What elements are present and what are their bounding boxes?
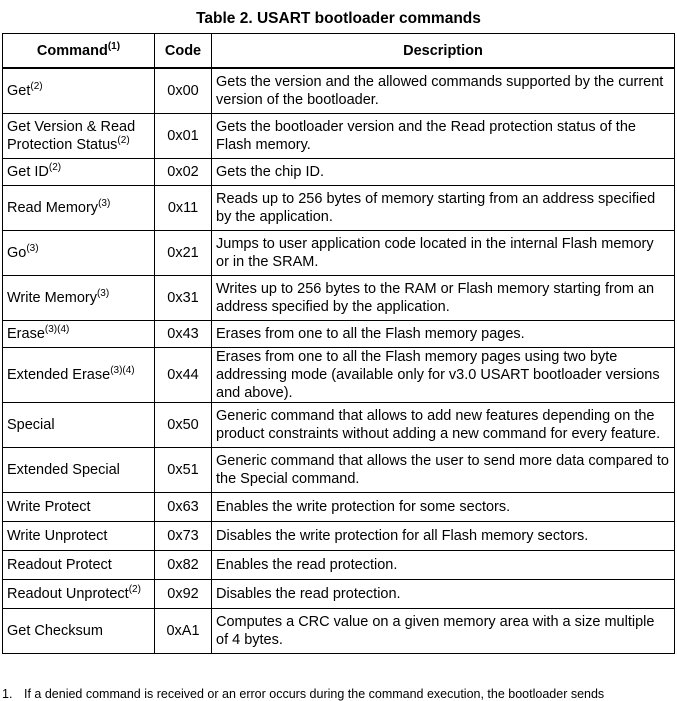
description-cell: Gets the chip ID. <box>212 158 675 185</box>
command-cell <box>3 492 155 521</box>
command-cell <box>3 521 155 550</box>
command-name: Go <box>7 244 27 261</box>
table-title: Table 2. USART bootloader commands <box>196 10 481 27</box>
description-cell: Generic command that allows to add new features depending on the product constraints without adding a new command for every feature. <box>212 402 675 447</box>
code-cell: 0x01 <box>155 113 212 158</box>
command-name: Write Protect <box>7 498 91 515</box>
command-note: (2) <box>30 80 43 92</box>
description-cell: Writes up to 256 bytes to the RAM or Flash memory starting from an address specified by the application. <box>212 275 675 320</box>
table-row <box>3 579 675 608</box>
column-header-description: Description <box>212 34 675 69</box>
command-note: (2) <box>48 161 62 173</box>
command-cell <box>3 550 155 579</box>
code-cell: 0x31 <box>155 275 212 320</box>
code-cell: 0x63 <box>155 492 212 521</box>
footnote <box>2 687 604 701</box>
description-cell: Gets the version and the allowed commands supported by the current version of the bootloader. <box>212 68 675 113</box>
footnote-text: If a denied command is received or an error occurs during the command execution, the bootloader sends <box>24 687 605 701</box>
description-cell: Generic command that allows the user to send more data compared to the Special command. <box>212 447 675 492</box>
description-cell: Disables the read protection. <box>212 579 675 608</box>
command-note: (3)(4) <box>44 323 70 335</box>
table-row <box>3 347 675 402</box>
command-name: Readout Protect <box>7 556 112 573</box>
command-name: Special <box>7 416 55 433</box>
description-cell: Gets the bootloader version and the Read protection status of the Flash memory. <box>212 113 675 158</box>
description-cell: Erases from one to all the Flash memory pages. <box>212 320 675 347</box>
description-cell: Enables the read protection. <box>212 550 675 579</box>
code-cell: 0x00 <box>155 68 212 113</box>
table-row <box>3 402 675 447</box>
command-cell <box>3 608 155 653</box>
command-cell <box>3 230 155 275</box>
command-cell <box>3 275 155 320</box>
command-cell <box>3 158 155 185</box>
table-row <box>3 492 675 521</box>
table-row <box>3 275 675 320</box>
command-note: (3) <box>26 242 39 254</box>
command-name: Erase <box>7 325 45 342</box>
table-row <box>3 113 675 158</box>
code-cell: 0x82 <box>155 550 212 579</box>
command-name: Extended Special <box>7 461 120 478</box>
table-row <box>3 521 675 550</box>
table-row <box>3 230 675 275</box>
table-row <box>3 185 675 230</box>
table-row <box>3 320 675 347</box>
command-name: Readout Unprotect <box>7 585 129 602</box>
command-note: (2) <box>128 583 141 595</box>
command-cell <box>3 447 155 492</box>
command-cell <box>3 185 155 230</box>
table-row <box>3 158 675 185</box>
table-row <box>3 608 675 653</box>
command-name: Get Checksum <box>7 622 103 639</box>
command-cell <box>3 402 155 447</box>
description-cell: Computes a CRC value on a given memory area with a size multiple of 4 bytes. <box>212 608 675 653</box>
table-header-row <box>3 34 675 69</box>
table-body <box>3 68 675 653</box>
command-cell <box>3 320 155 347</box>
code-cell: 0x50 <box>155 402 212 447</box>
command-cell <box>3 347 155 402</box>
column-header-command-label: Command <box>36 42 108 59</box>
code-cell: 0x43 <box>155 320 212 347</box>
code-cell: 0x02 <box>155 158 212 185</box>
command-note: (3) <box>98 197 111 209</box>
description-cell: Jumps to user application code located in the internal Flash memory or in the SRAM. <box>212 230 675 275</box>
command-name: Extended Erase <box>7 366 111 383</box>
column-header-code: Code <box>155 34 212 69</box>
description-cell: Reads up to 256 bytes of memory starting from an address specified by the application. <box>212 185 675 230</box>
command-name: Read Memory <box>7 199 99 216</box>
command-name: Write Memory <box>7 289 97 306</box>
command-note: (3) <box>96 287 110 299</box>
code-cell: 0x21 <box>155 230 212 275</box>
code-cell: 0x73 <box>155 521 212 550</box>
code-cell: 0xA1 <box>155 608 212 653</box>
table-row <box>3 447 675 492</box>
command-name: Write Unprotect <box>7 527 108 544</box>
code-cell: 0x11 <box>155 185 212 230</box>
column-header-command <box>3 34 155 69</box>
description-cell: Disables the write protection for all Flash memory sectors. <box>212 521 675 550</box>
command-note: (3)(4) <box>110 364 135 376</box>
footnote-number: 1. <box>2 687 13 701</box>
command-note: (2) <box>117 134 130 146</box>
command-name: Get Version & Read Protection Status <box>7 118 136 153</box>
command-cell <box>3 579 155 608</box>
column-header-command-note: (1) <box>107 40 121 52</box>
table-row <box>3 550 675 579</box>
command-name: Get <box>7 82 31 99</box>
description-cell: Erases from one to all the Flash memory pages using two byte addressing mode (available only for v3.0 USART bootloader versions and above). <box>212 347 675 402</box>
description-cell: Enables the write protection for some sectors. <box>212 492 675 521</box>
code-cell: 0x51 <box>155 447 212 492</box>
command-name: Get ID <box>7 163 49 180</box>
commands-table <box>2 33 675 654</box>
code-cell: 0x92 <box>155 579 212 608</box>
table-row <box>3 68 675 113</box>
code-cell: 0x44 <box>155 347 212 402</box>
command-cell <box>3 113 155 158</box>
command-cell <box>3 68 155 113</box>
